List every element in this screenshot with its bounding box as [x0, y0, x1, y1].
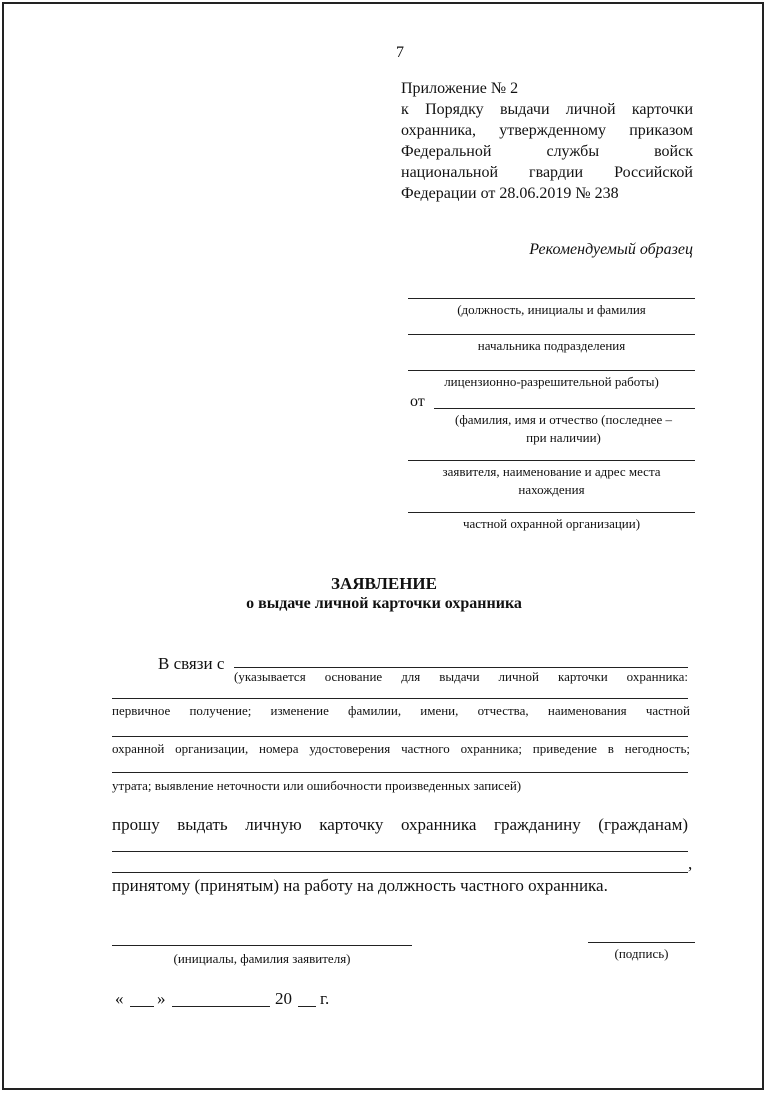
request-comma: , — [688, 854, 693, 873]
recommended-sample: Рекомендуемый образец — [529, 241, 693, 258]
date-year-line — [298, 1006, 316, 1007]
addressee-caption: при наличии) — [526, 430, 601, 445]
addressee-caption: заявителя, наименование и адрес места — [442, 464, 661, 479]
reason-line — [112, 772, 688, 773]
appendix-line: Федерации от 28.06.2019 № 238 — [401, 185, 619, 202]
hired-text: принятому (принятым) на работу на должность частного охранника. — [112, 876, 608, 895]
page-number: 7 — [396, 44, 404, 61]
appendix-line: Федеральной службы войск — [401, 143, 693, 160]
addressee-caption: (должность, инициалы и фамилия — [457, 302, 646, 317]
signature-caption: (подпись) — [614, 946, 669, 961]
appendix-line: охранника, утвержденному приказом — [401, 122, 693, 139]
addressee-line — [408, 512, 695, 513]
date-open-quote: « — [115, 989, 124, 1008]
addressee-line — [408, 460, 695, 461]
reason-line — [112, 698, 688, 699]
appendix-block — [401, 78, 693, 204]
addressee-line — [408, 370, 695, 371]
date-year-prefix: 20 — [275, 989, 292, 1008]
reason-caption: первичное получение; изменение фамилии, имени, отчества, наименования частной — [112, 703, 690, 718]
document-title: ЗАЯВЛЕНИЕ — [330, 574, 437, 593]
reason-caption: охранной организации, номера удостоверения частного охранника; приведение в негодность; — [112, 741, 690, 756]
addressee-caption: (фамилия, имя и отчество (последнее – — [455, 412, 672, 427]
addressee-caption: нахождения — [518, 482, 585, 497]
appendix-line: национальной гвардии Российской — [401, 164, 693, 181]
addressee-caption: частной охранной организации) — [462, 516, 641, 531]
document-subtitle: о выдаче личной карточки охранника — [246, 595, 522, 612]
date-year-suffix: г. — [320, 989, 330, 1008]
appendix-line: Приложение № 2 — [401, 80, 519, 97]
appendix-line: к Порядку выдачи личной карточки — [401, 101, 693, 118]
addressee-line — [434, 408, 695, 409]
date-close-quote: » — [157, 989, 166, 1008]
addressee-line — [408, 334, 695, 335]
reason-caption: утрата; выявление неточности или ошибочности произведенных записей) — [112, 778, 522, 793]
request-line — [112, 851, 688, 852]
reason-caption: (указывается основание для выдачи личной карточки охранника: — [234, 669, 688, 684]
in-connection-label: В связи с — [158, 654, 225, 673]
request-text: прошу выдать личную карточку охранника гражданину (гражданам) — [112, 815, 688, 834]
reason-line — [234, 667, 688, 668]
signature-line — [588, 942, 695, 943]
from-label: от — [410, 393, 425, 410]
addressee-caption: начальника подразделения — [477, 338, 626, 353]
applicant-name-caption: (инициалы, фамилия заявителя) — [173, 951, 351, 966]
reason-line — [112, 736, 688, 737]
date-month-line — [172, 1006, 270, 1007]
applicant-name-line — [112, 945, 412, 946]
date-day-line — [130, 1006, 154, 1007]
addressee-line — [408, 298, 695, 299]
addressee-caption: лицензионно-разрешительной работы) — [444, 374, 659, 389]
request-line — [112, 872, 688, 873]
